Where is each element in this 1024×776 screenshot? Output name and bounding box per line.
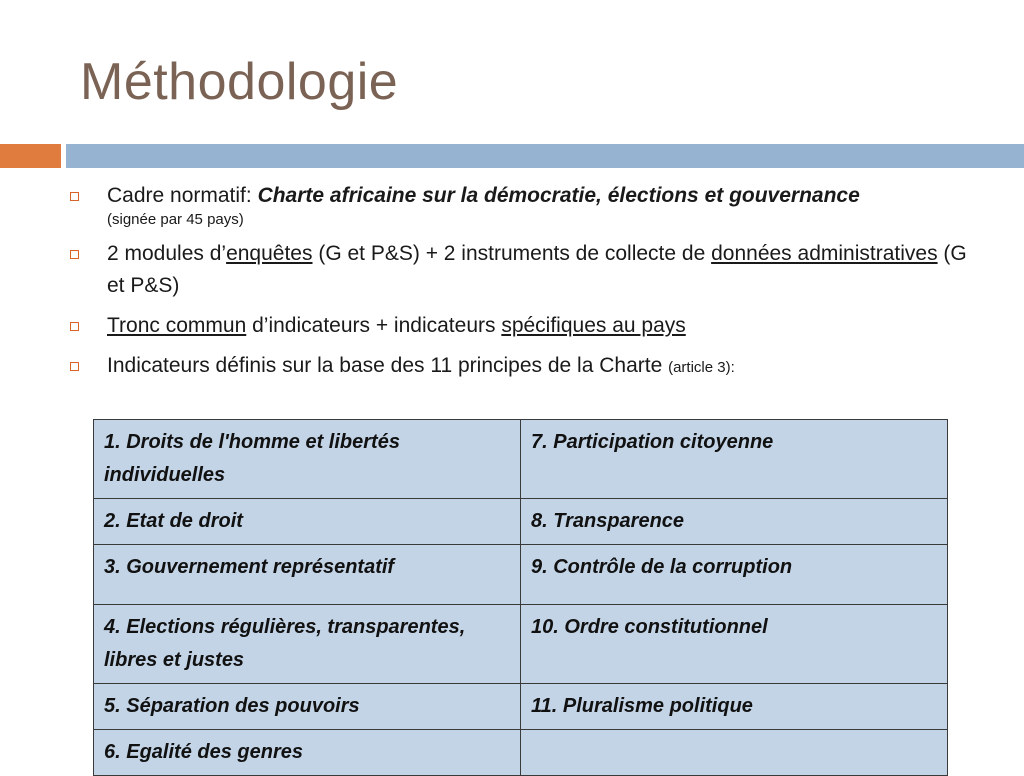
table-cell: 9. Contrôle de la corruption [521,545,948,605]
table-row [94,684,948,730]
underlined-term-country-specific: spécifiques au pays [501,314,686,337]
table-cell: 4. Elections régulières, transparentes, libres et justes [94,605,521,684]
table-cell [521,730,948,776]
hollow-square-icon [70,362,79,371]
table-cell: 2. Etat de droit [94,499,521,545]
bullet-text: (G et P&S) + 2 instruments de collecte de [312,242,712,265]
hollow-square-icon [70,322,79,331]
bullet-modules [70,238,970,302]
slide-title: Méthodologie [80,53,399,111]
hollow-square-icon [70,250,79,259]
signature-note: (signée par 45 pays) [107,211,244,228]
charter-name: Charte africaine sur la démocratie, élections et gouvernance [257,184,860,207]
bullet-text: Indicateurs définis sur la base des 11 principes de la Charte [107,354,669,377]
table-row [94,605,948,684]
table-cell: 8. Transparence [521,499,948,545]
table-cell: 6. Egalité des genres [94,730,521,776]
underlined-term-surveys: enquêtes [226,242,313,265]
table-row [94,545,948,605]
table-cell: 3. Gouvernement représentatif [94,545,521,605]
bullet-normative-framework [70,180,970,230]
bullet-list [70,180,970,392]
article-note: (article 3): [668,359,735,376]
accent-bar-blue [66,144,1024,168]
table-cell: 1. Droits de l'homme et libertés individuelles [94,420,521,499]
table-row [94,730,948,776]
bullet-text: (G et P&S) [107,242,967,297]
table-row [94,420,948,499]
underlined-term-admin-data: données administratives [711,242,938,265]
bullet-text: 2 modules d’ [107,242,227,265]
underlined-term-common-core: Tronc commun [107,314,247,337]
bullet-indicators [70,350,970,384]
table-cell: 11. Pluralisme politique [521,684,948,730]
bullet-text: d’indicateurs + indicateurs [246,314,502,337]
table-cell: 10. Ordre constitutionnel [521,605,948,684]
bullet-common-core [70,310,970,342]
table-row [94,499,948,545]
table-cell: 7. Participation citoyenne [521,420,948,499]
hollow-square-icon [70,192,79,201]
bullet-prefix: Cadre normatif: [107,184,258,207]
table-cell: 5. Séparation des pouvoirs [94,684,521,730]
accent-bar-orange [0,144,61,168]
principles-table [93,419,948,776]
